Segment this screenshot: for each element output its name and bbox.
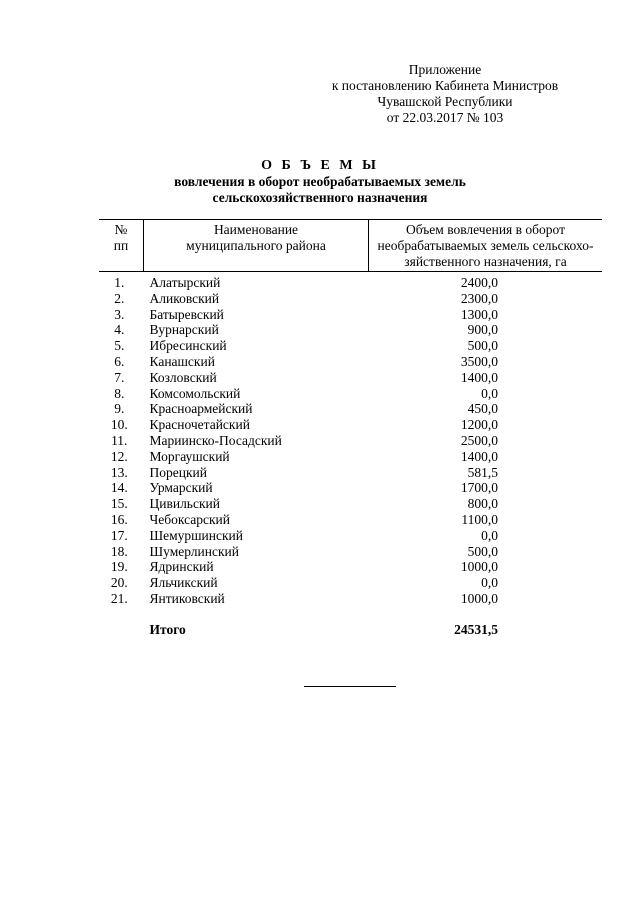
row-number: 10. — [110, 417, 128, 433]
total-value: 24531,5 — [454, 621, 498, 637]
row-number: 4. — [114, 322, 125, 338]
row-volume: 1300,0 — [460, 306, 498, 322]
header-district — [144, 220, 369, 272]
row-district: Урмарский — [149, 480, 213, 496]
row-volume: 2400,0 — [460, 275, 498, 290]
title-subtitle-line2: сельскохозяйственного назначения — [212, 190, 428, 205]
table-row — [99, 307, 602, 323]
row-number: 15. — [110, 496, 128, 512]
row-district: Шемуршинский — [149, 527, 243, 543]
row-number: 17. — [110, 527, 128, 543]
row-volume: 1100,0 — [461, 511, 498, 527]
table-row — [99, 386, 602, 402]
row-volume: 0,0 — [481, 527, 498, 543]
row-district: Алатырский — [149, 275, 221, 290]
row-volume: 2300,0 — [460, 290, 498, 306]
title-main: О Б Ъ Е М Ы — [261, 158, 379, 173]
row-volume: 1200,0 — [460, 417, 498, 433]
header-volume-line1: Объем вовлечения в оборот — [406, 222, 565, 237]
row-volume: 1000,0 — [460, 559, 498, 575]
row-volume: 1400,0 — [460, 448, 498, 464]
row-district: Канашский — [149, 353, 215, 369]
row-number: 6. — [114, 353, 125, 369]
row-district: Козловский — [149, 369, 217, 385]
table-row — [99, 370, 602, 386]
appendix-date-number: от 22.03.2017 № 103 — [386, 110, 504, 125]
row-district: Ибресинский — [149, 338, 227, 354]
table-row — [99, 401, 602, 417]
row-number: 16. — [110, 511, 128, 527]
row-district: Яльчикский — [149, 575, 218, 591]
table-row — [99, 512, 602, 528]
table-row — [99, 496, 602, 512]
row-district: Батыревский — [149, 306, 224, 322]
appendix-header — [295, 62, 595, 126]
table-row — [99, 272, 602, 291]
row-district: Комсомольский — [149, 385, 241, 401]
header-district-line2: муниципального района — [186, 238, 326, 253]
title-subtitle-line1: вовлечения в оборот необрабатываемых земель — [174, 174, 466, 189]
header-num-line2: пп — [113, 238, 129, 253]
table-row — [99, 433, 602, 449]
row-volume: 800,0 — [467, 496, 498, 512]
header-num — [99, 220, 144, 272]
table-row — [99, 559, 602, 575]
row-number: 2. — [114, 290, 125, 306]
row-district: Мариинско-Посадский — [149, 432, 282, 448]
row-volume: 0,0 — [481, 575, 498, 591]
table-body — [99, 272, 602, 638]
table-row — [99, 338, 602, 354]
total-row — [99, 607, 602, 638]
row-number: 21. — [110, 590, 128, 606]
row-number: 19. — [110, 559, 128, 575]
row-district: Моргаушский — [149, 448, 230, 464]
table-row — [99, 449, 602, 465]
table-row — [99, 322, 602, 338]
row-number: 13. — [110, 464, 128, 480]
row-number: 1. — [114, 275, 125, 290]
row-district: Янтиковский — [149, 590, 225, 606]
row-number: 14. — [110, 480, 128, 496]
row-volume: 2500,0 — [460, 432, 498, 448]
volumes-table — [99, 219, 602, 638]
row-district: Чебоксарский — [149, 511, 231, 527]
header-volume — [369, 220, 603, 272]
row-volume: 0,0 — [481, 385, 498, 401]
document-title — [0, 158, 640, 206]
table-row — [99, 528, 602, 544]
row-volume: 3500,0 — [460, 353, 498, 369]
row-volume: 500,0 — [467, 543, 498, 559]
row-volume: 1700,0 — [460, 480, 498, 496]
row-number: 3. — [114, 306, 125, 322]
row-district: Красночетайский — [149, 417, 250, 433]
row-district: Порецкий — [149, 464, 207, 480]
table-row — [99, 354, 602, 370]
table-row — [99, 465, 602, 481]
row-number: 8. — [114, 385, 125, 401]
row-number: 5. — [114, 338, 125, 354]
row-district: Ядринский — [149, 559, 214, 575]
row-number: 11. — [111, 432, 128, 448]
appendix-resolution: к постановлению Кабинета Министров — [331, 78, 559, 93]
row-number: 18. — [110, 543, 128, 559]
row-volume: 450,0 — [467, 401, 498, 417]
row-volume: 900,0 — [467, 322, 498, 338]
row-district: Вурнарский — [149, 322, 219, 338]
header-volume-line2: необрабатываемых земель сельскохо- — [377, 238, 594, 253]
row-district: Аликовский — [149, 290, 220, 306]
row-volume: 1400,0 — [460, 369, 498, 385]
row-district: Цивильский — [149, 496, 220, 512]
row-district: Шумерлинский — [149, 543, 239, 559]
table-row — [99, 291, 602, 307]
row-volume: 581,5 — [467, 464, 498, 480]
table-row — [99, 575, 602, 591]
row-district: Красноармейский — [149, 401, 253, 417]
header-district-line1: Наименование — [213, 222, 299, 237]
end-divider — [304, 686, 396, 687]
table-header-row — [99, 220, 602, 272]
table-row — [99, 417, 602, 433]
header-volume-line3: зяйственного назначения, га — [404, 254, 567, 269]
header-num-line1: № — [114, 222, 128, 237]
row-number: 9. — [114, 401, 125, 417]
appendix-republic: Чувашской Республики — [377, 94, 513, 109]
row-number: 12. — [110, 448, 128, 464]
total-label: Итого — [149, 621, 186, 637]
table-row — [99, 591, 602, 607]
row-volume: 500,0 — [467, 338, 498, 354]
row-volume: 1000,0 — [460, 590, 498, 606]
row-number: 7. — [114, 369, 125, 385]
table-row — [99, 480, 602, 496]
table-row — [99, 544, 602, 560]
appendix-label: Приложение — [408, 62, 482, 77]
row-number: 20. — [110, 575, 128, 591]
